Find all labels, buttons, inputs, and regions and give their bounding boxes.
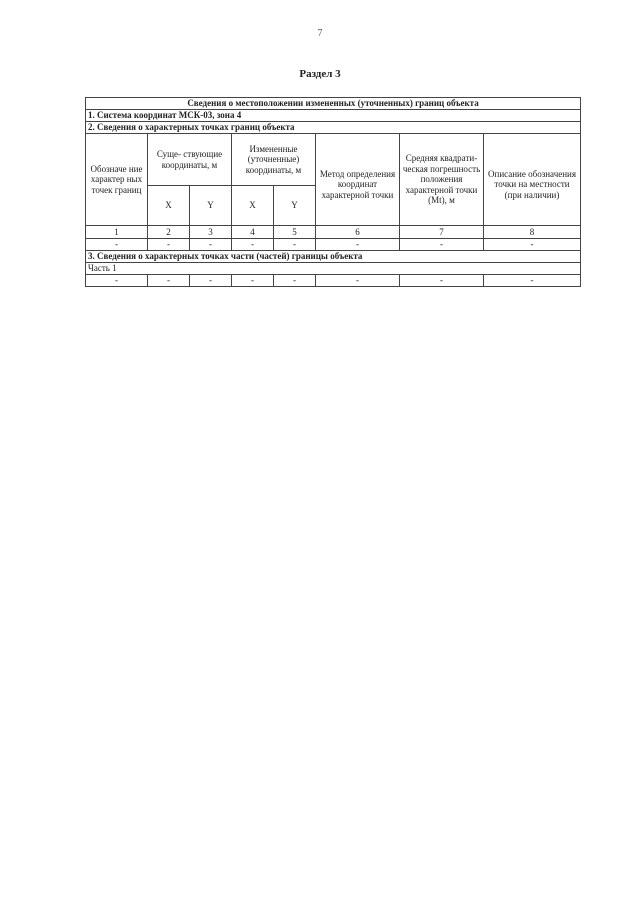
table-row xyxy=(86,275,581,287)
table-cell: - xyxy=(484,239,581,251)
header-y-existing: Y xyxy=(190,186,232,226)
header-method: Метод определения координат характерной точки xyxy=(316,134,400,226)
table-cell: - xyxy=(274,239,316,251)
part-label: Часть 1 xyxy=(86,263,581,275)
table-row xyxy=(86,239,581,251)
table-cell: - xyxy=(316,239,400,251)
column-number: 7 xyxy=(400,226,484,239)
header-y-changed: Y xyxy=(274,186,316,226)
table-cell: - xyxy=(232,275,274,287)
table-cell: - xyxy=(400,275,484,287)
parts-heading: 3. Сведения о характерных точках части (частей) границы объекта xyxy=(86,251,581,263)
header-existing-coords: Суще- ствующие координаты, м xyxy=(148,134,232,186)
column-number: 3 xyxy=(190,226,232,239)
table-cell: - xyxy=(316,275,400,287)
column-number: 2 xyxy=(148,226,190,239)
column-numbers-row xyxy=(86,226,581,239)
table-cell: - xyxy=(400,239,484,251)
column-number: 6 xyxy=(316,226,400,239)
table-cell: - xyxy=(148,239,190,251)
table-cell: - xyxy=(190,275,232,287)
header-designation: Обозначе ние характер ных точек границ xyxy=(86,134,148,226)
page-number: 7 xyxy=(317,28,323,39)
points-heading: 2. Сведения о характерных точках границ объекта xyxy=(86,122,581,134)
table-cell: - xyxy=(190,239,232,251)
column-number: 4 xyxy=(232,226,274,239)
section-title: Раздел 3 xyxy=(299,68,341,80)
column-number: 8 xyxy=(484,226,581,239)
column-number: 1 xyxy=(86,226,148,239)
coord-system-heading: 1. Система координат МСК-03, зона 4 xyxy=(86,110,581,122)
table-cell: - xyxy=(86,239,148,251)
table-cell: - xyxy=(148,275,190,287)
table-cell: - xyxy=(232,239,274,251)
header-error: Средняя квадрати- ческая погрешность положения характерной точки (Mt), м xyxy=(400,134,484,226)
table-cell: - xyxy=(86,275,148,287)
table-cell: - xyxy=(484,275,581,287)
header-x-existing: X xyxy=(148,186,190,226)
table-title: Сведения о местоположении измененных (уточненных) границ объекта xyxy=(86,98,581,110)
header-description: Описание обозначения точки на местности (при наличии) xyxy=(484,134,581,226)
column-number: 5 xyxy=(274,226,316,239)
table-cell: - xyxy=(274,275,316,287)
header-changed-coords: Измененные (уточненные) координаты, м xyxy=(232,134,316,186)
boundary-table xyxy=(85,97,581,287)
header-x-changed: X xyxy=(232,186,274,226)
